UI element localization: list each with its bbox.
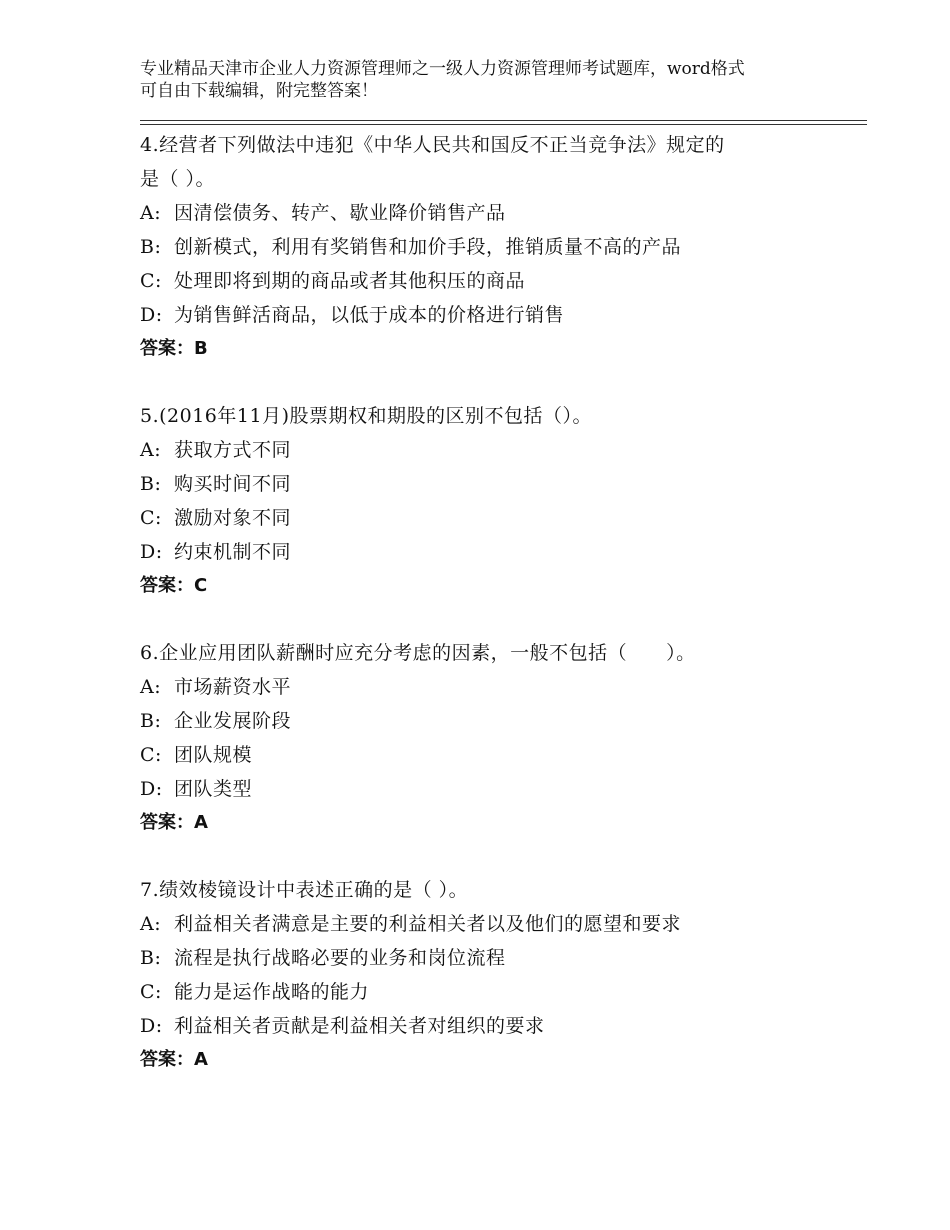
question-6 — [140, 636, 860, 840]
option-letter: B: — [140, 710, 162, 732]
answer-label: 答案：A — [140, 1049, 208, 1070]
option-text: 处理即将到期的商品或者其他积压的商品 — [174, 270, 526, 292]
option-c — [140, 501, 860, 535]
option-text: 企业发展阶段 — [174, 710, 292, 732]
header-divider — [140, 120, 867, 125]
option-text: 市场薪资水平 — [174, 676, 292, 698]
option-a — [140, 433, 860, 467]
question-5 — [140, 399, 860, 603]
option-c — [140, 975, 860, 1009]
question-4 — [140, 128, 860, 366]
option-b — [140, 230, 860, 264]
option-text: 利益相关者满意是主要的利益相关者以及他们的愿望和要求 — [174, 913, 682, 935]
option-letter: D: — [140, 1015, 163, 1037]
option-text: 约束机制不同 — [174, 541, 292, 563]
option-b — [140, 704, 860, 738]
option-text: 获取方式不同 — [174, 439, 292, 461]
option-text: 因清偿债务、转产、歇业降价销售产品 — [174, 202, 506, 224]
option-letter: D: — [140, 541, 163, 563]
option-text: 流程是执行战略必要的业务和岗位流程 — [174, 947, 506, 969]
question-stem-continued: 是（ ）。 — [140, 168, 216, 190]
question-stem: 4.经营者下列做法中违犯《中华人民共和国反不正当竞争法》规定的 — [140, 134, 725, 156]
option-letter: C: — [140, 507, 162, 529]
option-letter: A: — [140, 202, 162, 224]
option-b — [140, 467, 860, 501]
option-text: 购买时间不同 — [174, 473, 292, 495]
answer-label: 答案：B — [140, 338, 208, 359]
option-d — [140, 535, 860, 569]
option-letter: C: — [140, 981, 162, 1003]
option-letter: C: — [140, 744, 162, 766]
option-letter: A: — [140, 676, 162, 698]
option-c — [140, 738, 860, 772]
option-a — [140, 670, 860, 704]
option-letter: A: — [140, 439, 162, 461]
question-list — [140, 128, 860, 1110]
option-letter: B: — [140, 236, 162, 258]
option-text: 激励对象不同 — [174, 507, 292, 529]
question-stem: 5.(2016年11月)股票期权和期股的区别不包括（）。 — [140, 405, 592, 427]
option-letter: D: — [140, 304, 163, 326]
question-stem: 6.企业应用团队薪酬时应充分考虑的因素，一般不包括（ ）。 — [140, 642, 696, 664]
option-text: 为销售鲜活商品，以低于成本的价格进行销售 — [174, 304, 565, 326]
option-b — [140, 941, 860, 975]
option-a — [140, 907, 860, 941]
option-text: 团队规模 — [174, 744, 253, 766]
option-d — [140, 772, 860, 806]
option-a — [140, 196, 860, 230]
option-d — [140, 1009, 860, 1043]
option-letter: D: — [140, 778, 163, 800]
option-letter: B: — [140, 947, 162, 969]
document-header — [140, 58, 820, 102]
header-line-1: 专业精品天津市企业人力资源管理师之一级人力资源管理师考试题库，word格式 — [140, 59, 745, 79]
header-line-2: 可自由下载编辑，附完整答案！ — [140, 81, 378, 101]
option-letter: A: — [140, 913, 162, 935]
answer-label: 答案：A — [140, 812, 208, 833]
question-stem: 7.绩效棱镜设计中表述正确的是（ ）。 — [140, 879, 469, 901]
answer-label: 答案：C — [140, 575, 208, 596]
option-text: 团队类型 — [174, 778, 253, 800]
option-text: 创新模式，利用有奖销售和加价手段，推销质量不高的产品 — [174, 236, 682, 258]
option-c — [140, 264, 860, 298]
option-text: 能力是运作战略的能力 — [174, 981, 370, 1003]
option-d — [140, 298, 860, 332]
question-7 — [140, 873, 860, 1077]
option-letter: C: — [140, 270, 162, 292]
option-letter: B: — [140, 473, 162, 495]
option-text: 利益相关者贡献是利益相关者对组织的要求 — [174, 1015, 545, 1037]
